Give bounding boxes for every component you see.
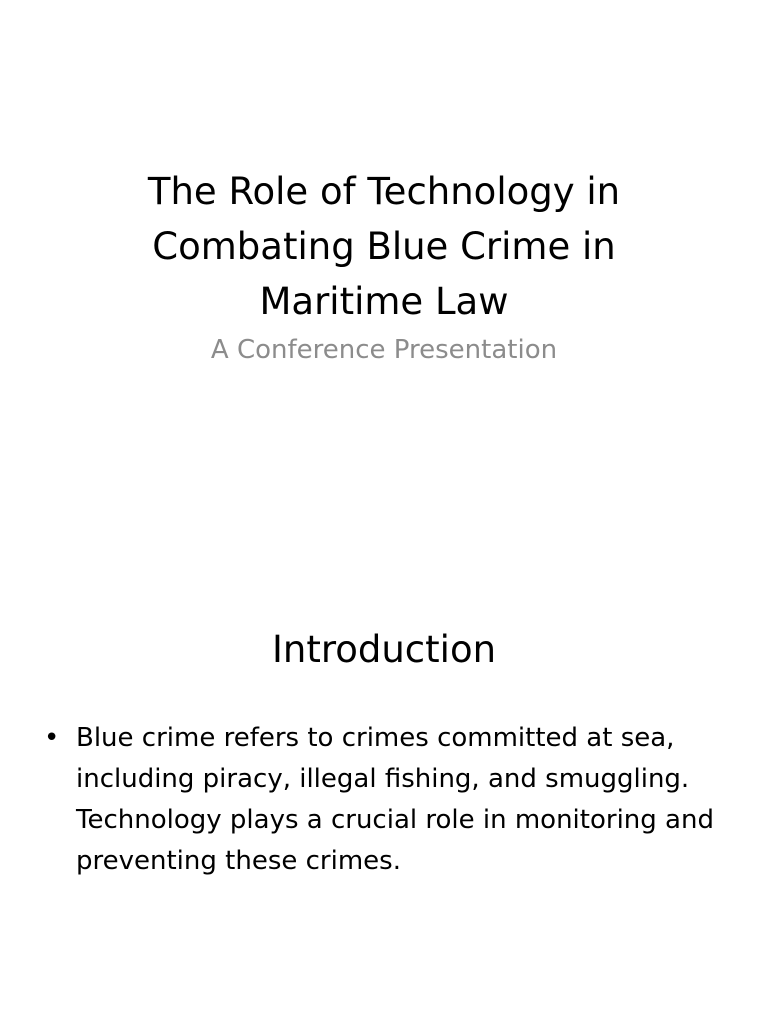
presentation-title: The Role of Technology in Combating Blue Crime in Maritime Law [147,170,621,323]
bullet-dot-icon: • [44,723,60,753]
presentation-subtitle: A Conference Presentation [210,335,558,365]
bullet-text: Blue crime refers to crimes committed at sea, including piracy, illegal fishing, and smuggling. Technology plays a crucial role in monitoring and preventing these crimes. [76,723,714,876]
bullet-item [38,718,728,882]
introduction-slide [0,512,768,1024]
title-block [84,164,684,367]
bullet-list [38,718,728,882]
slide-heading: Introduction [271,628,497,671]
